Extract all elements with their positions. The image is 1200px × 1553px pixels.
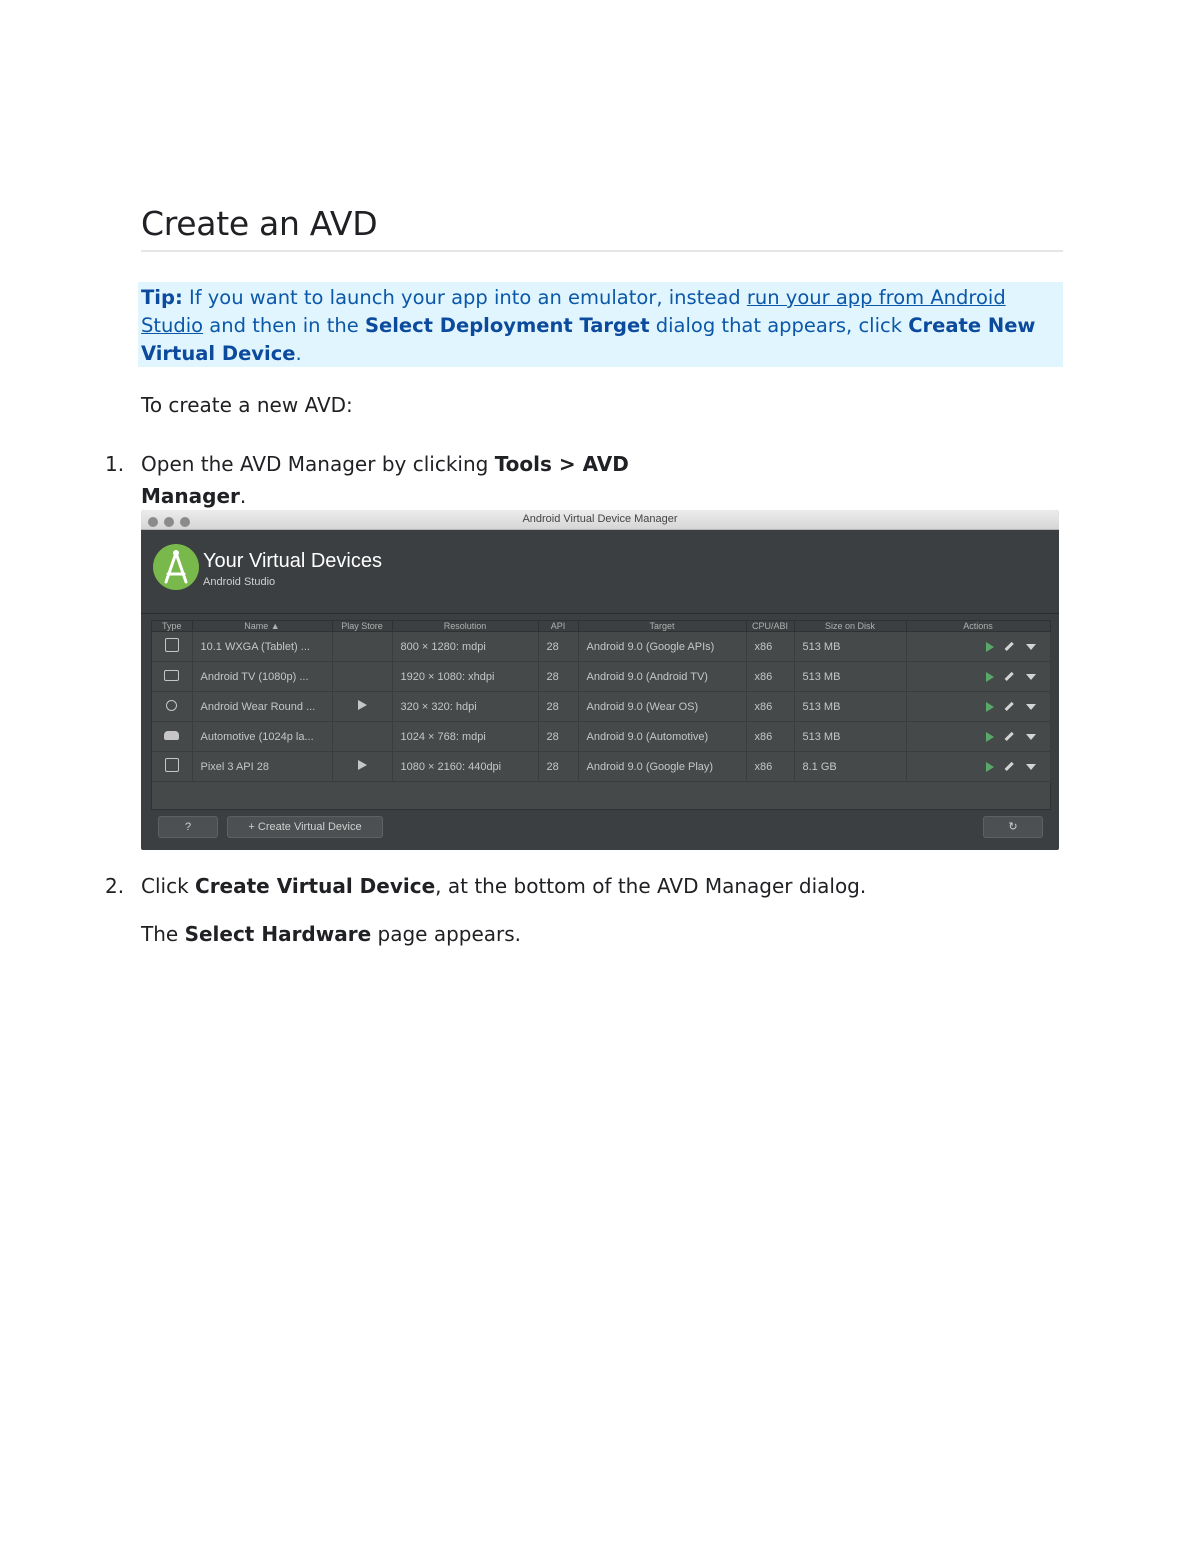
tablet-icon xyxy=(165,638,179,652)
edit-pencil-icon[interactable] xyxy=(1004,762,1013,771)
edit-pencil-icon[interactable] xyxy=(1004,732,1013,741)
device-cpu: x86 xyxy=(746,722,794,752)
device-target: Android 9.0 (Automotive) xyxy=(578,722,746,752)
edit-pencil-icon[interactable] xyxy=(1004,642,1013,651)
avd-header xyxy=(141,530,1059,614)
more-actions-chevron-down-icon[interactable] xyxy=(1026,704,1036,710)
tip-text: . xyxy=(295,342,302,365)
device-name: Android Wear Round ... xyxy=(192,692,332,722)
title-divider xyxy=(141,250,1063,252)
device-resolution: 1080 × 2160: 440dpi xyxy=(392,752,538,782)
device-resolution: 320 × 320: hdpi xyxy=(392,692,538,722)
more-actions-chevron-down-icon[interactable] xyxy=(1026,674,1036,680)
col-type[interactable]: Type xyxy=(152,621,192,632)
header-title: Your Virtual Devices xyxy=(203,550,382,572)
device-target: Android 9.0 (Wear OS) xyxy=(578,692,746,722)
step-body: Open the AVD Manager by clicking Tools > AVD Manager. xyxy=(141,452,629,508)
step-number: 1. xyxy=(105,452,125,476)
col-name[interactable]: Name ▲ xyxy=(192,621,332,632)
device-name: Android TV (1080p) ... xyxy=(192,662,332,692)
step-number: 2. xyxy=(105,874,125,898)
more-actions-chevron-down-icon[interactable] xyxy=(1026,734,1036,740)
more-actions-chevron-down-icon[interactable] xyxy=(1026,644,1036,650)
tip-bold: Select Deployment Target xyxy=(364,314,650,337)
table-row[interactable] xyxy=(152,692,1050,722)
table-row[interactable] xyxy=(152,752,1050,782)
android-studio-logo-icon xyxy=(153,544,199,590)
play-store-cell xyxy=(332,722,392,752)
device-cpu: x86 xyxy=(746,632,794,662)
play-store-icon xyxy=(358,700,367,710)
watch-icon xyxy=(166,700,177,711)
table-header xyxy=(152,621,1050,632)
window-title: Android Virtual Device Manager xyxy=(522,513,678,525)
play-store-icon xyxy=(358,760,367,770)
step-1 xyxy=(105,448,629,512)
step-2 xyxy=(105,870,866,902)
device-api: 28 xyxy=(538,632,578,662)
create-virtual-device-button[interactable]: + Create Virtual Device xyxy=(227,816,383,838)
launch-play-icon[interactable] xyxy=(986,672,994,682)
col-actions[interactable]: Actions xyxy=(906,621,1050,632)
tip-text: dialog that appears, click xyxy=(649,314,909,337)
tv-icon xyxy=(164,670,179,681)
device-resolution: 1920 × 1080: xhdpi xyxy=(392,662,538,692)
edit-pencil-icon[interactable] xyxy=(1004,702,1013,711)
play-store-cell xyxy=(332,632,392,662)
device-size: 513 MB xyxy=(794,662,906,692)
col-cpu[interactable]: CPU/ABI xyxy=(746,621,794,632)
tip-label: Tip: xyxy=(141,286,183,309)
table-row[interactable] xyxy=(152,722,1050,752)
tip-text: If you want to launch your app into an emulator, instead xyxy=(182,286,747,309)
tip-text: and then in the xyxy=(203,314,365,337)
device-api: 28 xyxy=(538,722,578,752)
table-row[interactable] xyxy=(152,662,1050,692)
avd-manager-window xyxy=(141,510,1059,850)
col-resolution[interactable]: Resolution xyxy=(392,621,538,632)
phone-icon xyxy=(165,758,179,772)
device-cpu: x86 xyxy=(746,692,794,722)
device-target: Android 9.0 (Android TV) xyxy=(578,662,746,692)
table-row[interactable] xyxy=(152,632,1050,662)
device-cpu: x86 xyxy=(746,752,794,782)
col-api[interactable]: API xyxy=(538,621,578,632)
header-subtitle: Android Studio xyxy=(203,576,276,588)
launch-play-icon[interactable] xyxy=(986,702,994,712)
launch-play-icon[interactable] xyxy=(986,642,994,652)
device-api: 28 xyxy=(538,752,578,782)
run-app-link[interactable]: run your app from Android Studio xyxy=(141,286,1006,337)
device-api: 28 xyxy=(538,692,578,722)
edit-pencil-icon[interactable] xyxy=(1004,672,1013,681)
col-play-store[interactable]: Play Store xyxy=(332,621,392,632)
device-resolution: 800 × 1280: mdpi xyxy=(392,632,538,662)
device-size: 513 MB xyxy=(794,692,906,722)
step-body: Click Create Virtual Device, at the bottom of the AVD Manager dialog. xyxy=(141,874,867,898)
device-resolution: 1024 × 768: mdpi xyxy=(392,722,538,752)
device-target: Android 9.0 (Google Play) xyxy=(578,752,746,782)
intro-text: To create a new AVD: xyxy=(141,393,353,417)
tip-bold: Create New Virtual Device xyxy=(141,314,1036,365)
page-title: Create an AVD xyxy=(141,204,378,243)
help-button[interactable]: ? xyxy=(158,816,218,838)
device-size: 8.1 GB xyxy=(794,752,906,782)
window-titlebar xyxy=(141,510,1059,530)
device-size: 513 MB xyxy=(794,632,906,662)
play-store-cell xyxy=(332,662,392,692)
device-target: Android 9.0 (Google APIs) xyxy=(578,632,746,662)
col-size[interactable]: Size on Disk xyxy=(794,621,906,632)
launch-play-icon[interactable] xyxy=(986,762,994,772)
refresh-button[interactable]: ↻ xyxy=(983,816,1043,838)
device-name: Pixel 3 API 28 xyxy=(192,752,332,782)
launch-play-icon[interactable] xyxy=(986,732,994,742)
device-name: Automotive (1024p la... xyxy=(192,722,332,752)
device-cpu: x86 xyxy=(746,662,794,692)
more-actions-chevron-down-icon[interactable] xyxy=(1026,764,1036,770)
tip-callout xyxy=(138,282,1063,367)
col-target[interactable]: Target xyxy=(578,621,746,632)
step-2-followup: The Select Hardware page appears. xyxy=(141,922,522,946)
device-size: 513 MB xyxy=(794,722,906,752)
car-icon xyxy=(164,731,179,740)
device-name: 10.1 WXGA (Tablet) ... xyxy=(192,632,332,662)
device-api: 28 xyxy=(538,662,578,692)
device-table xyxy=(151,620,1051,810)
